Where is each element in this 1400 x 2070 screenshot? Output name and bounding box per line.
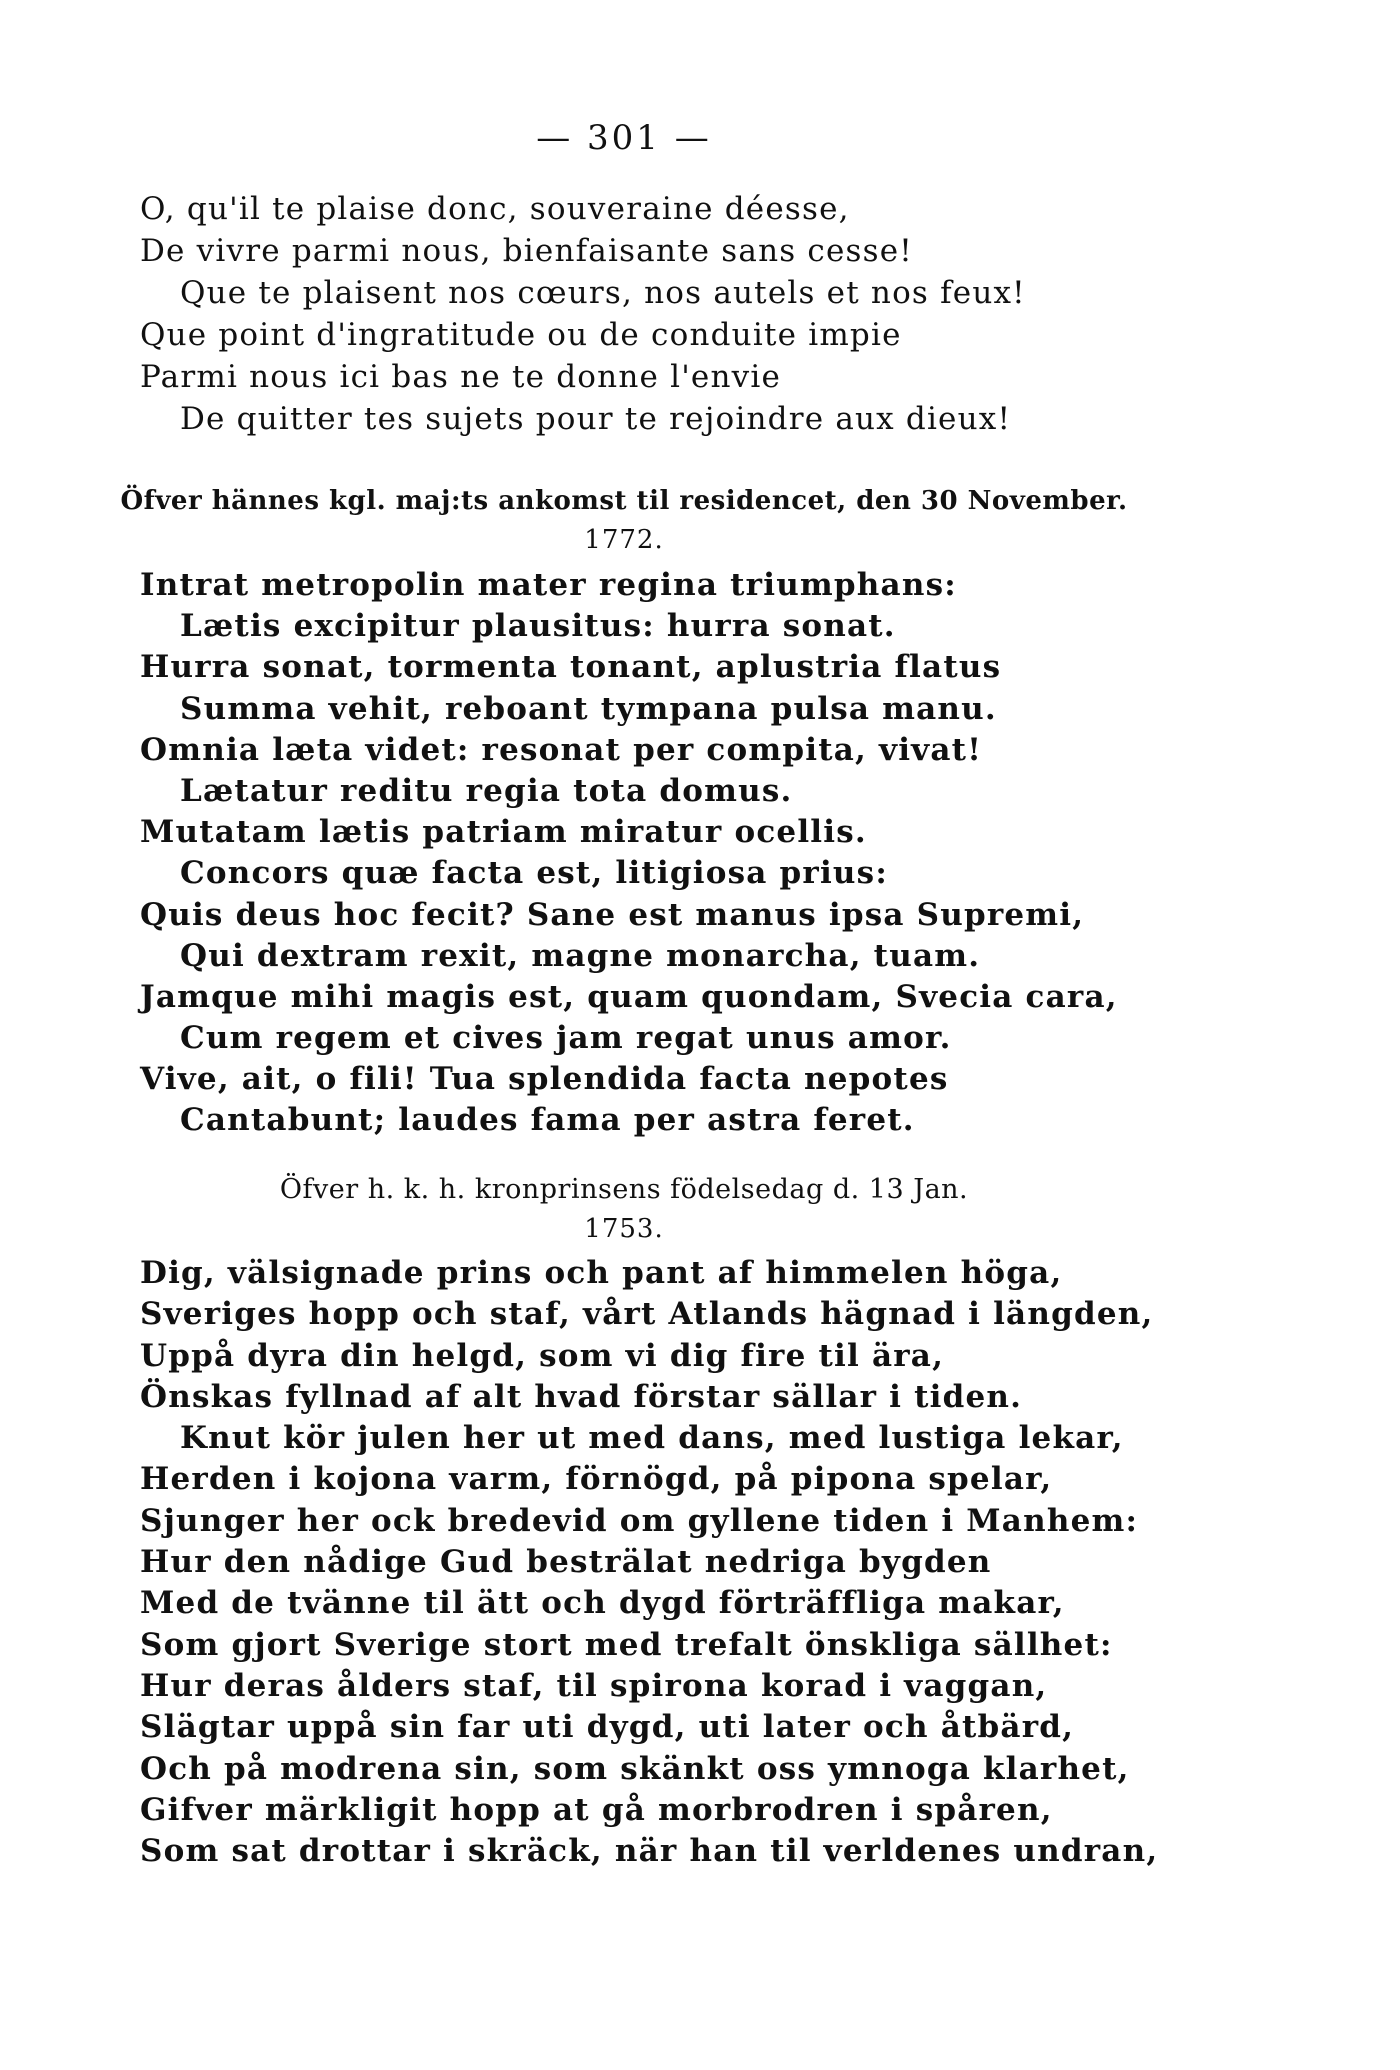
verse-line: Sjunger her ock bredevid om gyllene tiden i Manhem: bbox=[140, 1502, 1139, 1539]
verse-line: Omnia læta videt: resonat per compita, vivat! bbox=[140, 731, 983, 768]
verse-line: Cum regem et cives jam regat unus amor. bbox=[180, 1020, 952, 1057]
verse-line: Jamque mihi magis est, quam quondam, Svecia cara, bbox=[140, 978, 1118, 1015]
verse-line: Mutatam lætis patriam miratur ocellis. bbox=[140, 814, 867, 851]
verse-line: Intrat metropolin mater regina triumphans: bbox=[140, 567, 957, 603]
verse-line: Hurra sonat, tormenta tonant, aplustria flatus bbox=[140, 649, 1002, 686]
verse-line: Cantabunt; laudes fama per astra feret. bbox=[180, 1102, 915, 1139]
verse-line: Gifver märkligit hopp at gå morbrodren i spåren, bbox=[140, 1791, 1053, 1828]
poem-swedish bbox=[140, 1253, 1159, 1872]
verse-line: Knut kör julen her ut med dans, med lustiga lekar, bbox=[180, 1420, 1124, 1457]
section-year: 1772. bbox=[584, 525, 664, 555]
section-heading: Öfver h. k. h. kronprinsens födelsedag d. 13 Jan. bbox=[279, 1174, 969, 1205]
verse-line: Quis deus hoc fecit? Sane est manus ipsa Supremi, bbox=[140, 896, 1085, 933]
verse-line: Parmi nous ici bas ne te donne l'envie bbox=[140, 359, 782, 395]
verse-line: O, qu'il te plaise donc, souveraine déesse, bbox=[140, 191, 850, 227]
verse-line: De quitter tes sujets pour te rejoindre aux dieux! bbox=[180, 401, 1012, 437]
verse-line: Dig, välsignade prins och pant af himmelen höga, bbox=[140, 1255, 1063, 1291]
verse-line: Que te plaisent nos cœurs, nos autels et nos feux! bbox=[180, 275, 1026, 311]
poem-stanza-french bbox=[140, 188, 1140, 440]
verse-line: Önskas fyllnad af alt hvad förstar sällar i tiden. bbox=[140, 1378, 1023, 1415]
verse-line: Lætatur reditu regia tota domus. bbox=[180, 772, 793, 809]
verse-line: Summa vehit, reboant tympana pulsa manu. bbox=[180, 690, 997, 727]
verse-line: Som sat drottar i skräck, när han til verldenes undran, bbox=[140, 1833, 1159, 1870]
verse-line: Vive, ait, o fili! Tua splendida facta nepotes bbox=[140, 1061, 949, 1098]
verse-line: Med de tvänne til ätt och dygd förträffliga makar, bbox=[140, 1585, 1065, 1622]
section-heading: Öfver hännes kgl. maj:ts ankomst til residencet, den 30 November. bbox=[120, 486, 1128, 516]
verse-line: Herden i kojona varm, förnögd, på pipona spelar, bbox=[140, 1461, 1053, 1498]
verse-line: Och på modrena sin, som skänkt oss ymnoga klarhet, bbox=[140, 1750, 1130, 1787]
verse-line: Sveriges hopp och staf, vårt Atlands hägnad i längden, bbox=[140, 1296, 1154, 1333]
verse-line: Slägtar uppå sin far uti dygd, uti later och åtbärd, bbox=[140, 1709, 1075, 1746]
verse-line: Que point d'ingratitude ou de conduite impie bbox=[140, 317, 902, 353]
verse-line: Lætis excipitur plausitus: hurra sonat. bbox=[180, 608, 896, 645]
section-year: 1753. bbox=[584, 1214, 664, 1244]
page-number: — 301 — bbox=[536, 118, 712, 158]
verse-line: Som gjort Sverige stort med trefalt önskliga sällhet: bbox=[140, 1626, 1113, 1663]
poem-latin bbox=[140, 565, 1140, 1142]
verse-line: De vivre parmi nous, bienfaisante sans cesse! bbox=[140, 233, 913, 269]
verse-line: Qui dextram rexit, magne monarcha, tuam. bbox=[180, 937, 981, 974]
verse-line: Uppå dyra din helgd, som vi dig fire til ära, bbox=[140, 1337, 945, 1374]
verse-line: Concors quæ facta est, litigiosa prius: bbox=[180, 855, 888, 892]
verse-line: Hur den nådige Gud besträlat nedriga bygden bbox=[140, 1544, 992, 1581]
verse-line: Hur deras ålders staf, til spirona korad i vaggan, bbox=[140, 1667, 1048, 1704]
